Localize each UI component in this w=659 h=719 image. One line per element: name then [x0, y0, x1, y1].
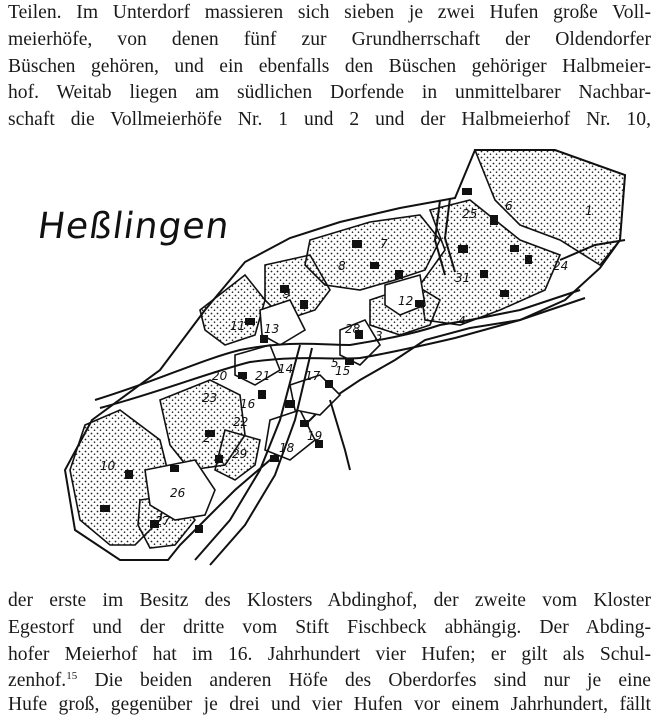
plot-number: 16	[240, 397, 256, 411]
plot-number: 22	[233, 415, 249, 429]
plot-number: 19	[307, 429, 323, 443]
plot-number: 3	[375, 329, 383, 343]
text-line: Teilen. Im Unterdorf massieren sich sieben je zwei Hufen große Voll-	[8, 2, 651, 23]
text-line: hofer Meierhof hat im 16. Jahrhundert vier Hufen; er gilt als Schul-	[8, 643, 651, 665]
text-fragment: zenhof.	[8, 670, 67, 692]
text-line: Egestorf und der dritte vom Stift Fischbeck abhängig. Der Abding-	[8, 616, 651, 638]
plot-number: 17	[305, 369, 321, 383]
plot-number: 25	[462, 207, 478, 221]
text-line: der erste im Besitz des Klosters Abdinghof, der zweite vom Kloster	[8, 590, 651, 611]
plot-number: 5	[331, 356, 339, 370]
plot-number: 1	[585, 204, 593, 218]
plot-number: 12	[398, 294, 414, 308]
plot-number: 8	[338, 259, 346, 273]
plot-number: 7	[380, 237, 388, 251]
plot-number: 10	[100, 459, 116, 473]
cut-off-line: Hufe groß, gegenüber je drei und vier Hufen vor einem Jahrhundert, fällt	[8, 694, 651, 715]
plot-number: 27	[155, 514, 171, 528]
bottom-paragraph	[8, 588, 651, 695]
plot-number: 23	[202, 391, 218, 405]
plot-number: 21	[255, 369, 271, 383]
map-title: Heßlingen	[35, 206, 233, 247]
footnote-marker: 15	[66, 670, 78, 683]
text-line: meierhöfe, von denen fünf zur Grundherrschaft der Oldendorfer	[8, 28, 651, 50]
plot-number: 28	[345, 322, 361, 336]
plot-number: 31	[455, 271, 471, 285]
plot-number: 2	[203, 431, 211, 445]
plot-number: 15	[335, 364, 351, 378]
plot-number: 20	[212, 369, 228, 383]
text-line: schaft die Vollmeierhöfe Nr. 1 und 2 und der Halbmeierhof Nr. 10,	[8, 109, 651, 131]
plot-number: 11	[230, 319, 246, 333]
plot-number: 13	[264, 322, 280, 336]
text-line: Büschen gehören, und ein ebenfalls den Büschen gehöriger Halbmeier-	[8, 55, 651, 77]
plot-number: 18	[279, 441, 295, 455]
plot-number: 24	[553, 259, 569, 273]
top-paragraph	[8, 0, 651, 134]
text-line: hof. Weitab liegen am südlichen Dorfende in unmittelbarer Nachbar-	[8, 82, 651, 104]
plot-number: 9	[283, 287, 291, 301]
plot-number: 6	[505, 199, 513, 213]
plot-number: 26	[170, 486, 186, 500]
text-fragment: Die beiden anderen Höfe des Oberdorfes sind nur je eine	[77, 670, 651, 692]
plot-number: 29	[232, 447, 248, 461]
plot-number: 14	[278, 362, 294, 376]
plot-number: 4	[458, 314, 466, 328]
